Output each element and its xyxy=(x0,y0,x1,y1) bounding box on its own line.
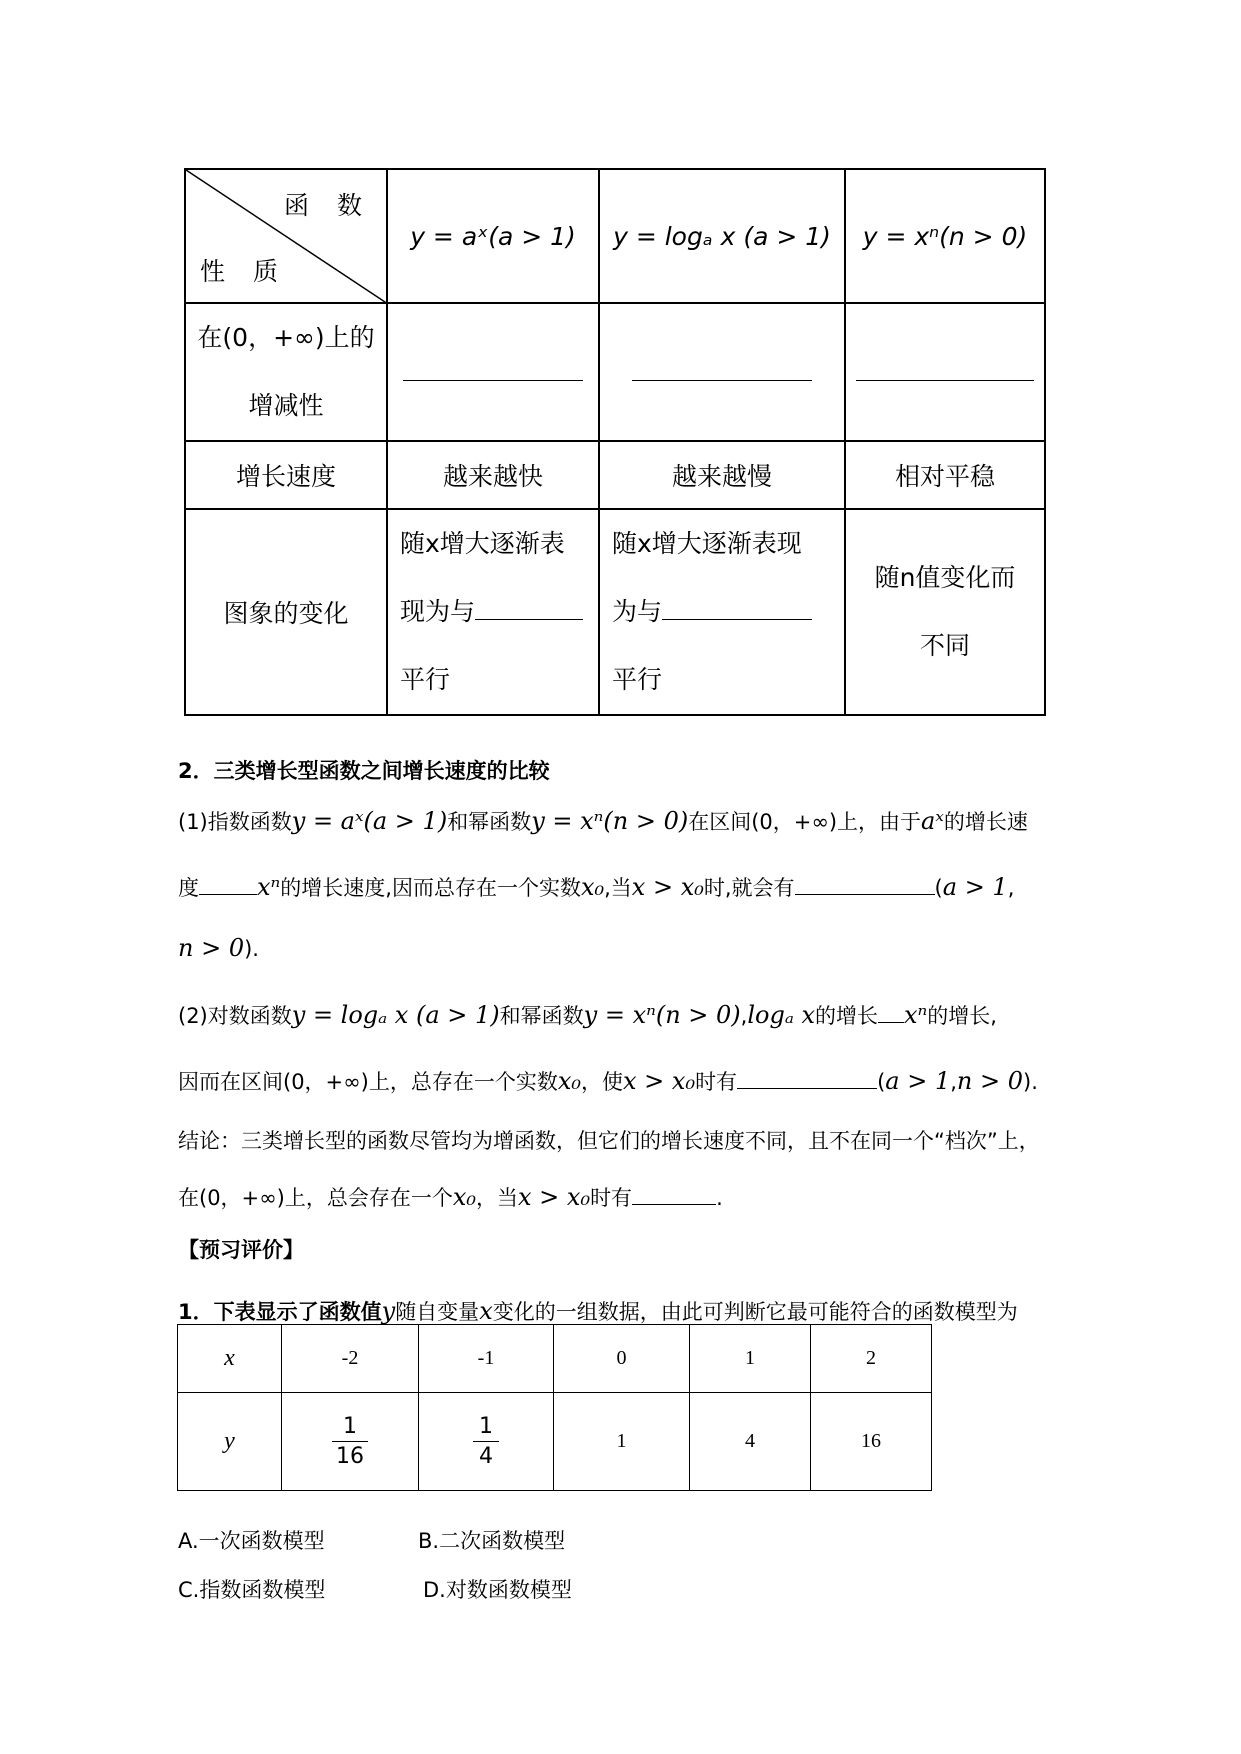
paragraph1-line1: (1)指数函数y = aˣ(a > 1)和幂函数y = xⁿ(n > 0)在区间(0，+∞)上，由于aˣ的增长速 xyxy=(178,807,1028,835)
math-expr: y = xⁿ(n > 0) xyxy=(583,1001,741,1029)
blank-cell-2 xyxy=(599,303,845,441)
col-header-exponential: y = aˣ(a > 1) xyxy=(387,169,599,303)
graph-text-line1: 随x增大逐渐表现 xyxy=(612,529,802,558)
answer-blank[interactable] xyxy=(632,358,812,381)
graph-text-line3: 平行 xyxy=(400,665,451,694)
option-c[interactable]: C.指数函数模型 xyxy=(178,1578,326,1602)
growth-rate-logarithmic: 越来越慢 xyxy=(599,441,845,509)
conclusion-line1: 结论：三类增长型的函数尽管均为增函数，但它们的增长速度不同，且不在同一个“档次”上， xyxy=(178,1129,1040,1153)
answer-blank[interactable] xyxy=(737,1088,877,1089)
paragraph2-line1: (2)对数函数y = logₐ x (a > 1)和幂函数y = xⁿ(n > 0),logₐ x的增长 xⁿ的增长, xyxy=(178,1001,997,1029)
conclusion-line2: 在(0，+∞)上，总会存在一个x₀，当x > x₀时有 . xyxy=(178,1183,723,1211)
y-value-cell: 16 xyxy=(811,1393,932,1491)
data-table xyxy=(177,1324,932,1491)
row-label-growth-rate: 增长速度 xyxy=(185,441,387,509)
graph-text-line2: 现为与 xyxy=(400,578,588,646)
growth-rate-exponential: 越来越快 xyxy=(387,441,599,509)
row-label-line1: 在(0，+∞)上的 xyxy=(197,323,375,352)
math-expr: xⁿ xyxy=(257,873,281,901)
row-label-graph-change: 图象的变化 xyxy=(185,509,387,715)
answer-blank[interactable] xyxy=(662,619,812,620)
graph-text-line1: 随n值变化而 xyxy=(874,563,1016,592)
y-value-cell: 1 xyxy=(554,1393,690,1491)
math-expr: x > x₀ xyxy=(631,873,704,901)
header-function-label: 函 数 xyxy=(284,191,372,220)
row-label-line2: 增减性 xyxy=(248,391,324,420)
row-label-monotonicity xyxy=(185,303,387,441)
option-b[interactable]: B.二次函数模型 xyxy=(418,1529,566,1553)
math-expr: xⁿ xyxy=(904,1001,928,1029)
math-expr: aˣ xyxy=(921,807,944,835)
math-expr: x > x₀ xyxy=(623,1067,696,1095)
col-header-power: y = xⁿ(n > 0) xyxy=(845,169,1045,303)
option-d[interactable]: D.对数函数模型 xyxy=(423,1578,572,1602)
math-expr: a > 1 xyxy=(942,873,1008,901)
x-value-cell: 2 xyxy=(811,1325,932,1393)
math-expr: y = aˣ(a > 1) xyxy=(291,807,448,835)
x-value-cell: 0 xyxy=(554,1325,690,1393)
paragraph1-line2: 度 xⁿ的增长速度,因而总存在一个实数x₀,当x > x₀时,就会有 (a > 1, xyxy=(178,873,1015,901)
y-value-cell xyxy=(419,1393,554,1491)
diagonal-header-cell xyxy=(185,169,387,303)
paragraph2-line2: 因而在区间(0，+∞)上，总存在一个实数x₀，使x > x₀时有 (a > 1,n > 0). xyxy=(178,1067,1038,1095)
graph-text-line3: 平行 xyxy=(612,665,663,694)
x-value-cell: 1 xyxy=(690,1325,811,1393)
y-value-cell xyxy=(282,1393,419,1491)
graph-change-power xyxy=(845,509,1045,715)
graph-change-exponential xyxy=(387,509,599,715)
paragraph1-line3: n > 0). xyxy=(178,934,259,962)
x-label-cell: x xyxy=(178,1325,282,1393)
header-property-label: 性 质 xyxy=(200,257,288,286)
graph-text-line2: 为与 xyxy=(612,578,834,646)
math-expr: x₀ xyxy=(452,1183,476,1211)
question1-text: 1．下表显示了函数值y随自变量x变化的一组数据，由此可判断它最可能符合的函数模型为 xyxy=(178,1297,1018,1325)
math-expr: y xyxy=(381,1297,396,1325)
answer-blank[interactable] xyxy=(199,894,257,895)
section-heading: 2．三类增长型函数之间增长速度的比较 xyxy=(178,759,550,783)
x-value-cell: -1 xyxy=(419,1325,554,1393)
answer-blank[interactable] xyxy=(403,358,583,381)
growth-rate-power: 相对平稳 xyxy=(845,441,1045,509)
x-value-cell: -2 xyxy=(282,1325,419,1393)
math-expr: a > 1 xyxy=(885,1067,951,1095)
graph-text-line1: 随x增大逐渐表 xyxy=(400,529,565,558)
blank-cell-3 xyxy=(845,303,1045,441)
option-a[interactable]: A.一次函数模型 xyxy=(178,1529,325,1553)
preview-heading: 【预习评价】 xyxy=(178,1238,304,1262)
graph-text-line2: 不同 xyxy=(919,631,970,660)
fraction: $\frac{1}{4}$ xyxy=(473,1414,499,1469)
graph-change-logarithmic xyxy=(599,509,845,715)
answer-blank[interactable] xyxy=(632,1204,716,1205)
math-expr: logₐ x xyxy=(747,1001,816,1029)
math-expr: x > x₀ xyxy=(518,1183,591,1211)
y-label-cell: y xyxy=(178,1393,282,1491)
math-expr: y = logₐ x (a > 1) xyxy=(291,1001,500,1029)
answer-blank[interactable] xyxy=(856,358,1034,381)
fraction: $\frac{1}{16}$ xyxy=(332,1414,368,1469)
answer-blank[interactable] xyxy=(475,619,583,620)
math-expr: n > 0 xyxy=(178,934,245,962)
function-properties-table xyxy=(184,168,1046,716)
col-header-logarithmic: y = logₐ x (a > 1) xyxy=(599,169,845,303)
math-expr: x₀ xyxy=(557,1067,581,1095)
y-value-cell: 4 xyxy=(690,1393,811,1491)
blank-cell-1 xyxy=(387,303,599,441)
math-expr: n > 0 xyxy=(956,1067,1023,1095)
answer-blank[interactable] xyxy=(795,894,935,895)
answer-blank[interactable] xyxy=(878,1022,904,1023)
math-expr: x xyxy=(479,1297,493,1325)
math-expr: x₀ xyxy=(580,873,605,901)
math-expr: y = xⁿ(n > 0) xyxy=(531,807,689,835)
